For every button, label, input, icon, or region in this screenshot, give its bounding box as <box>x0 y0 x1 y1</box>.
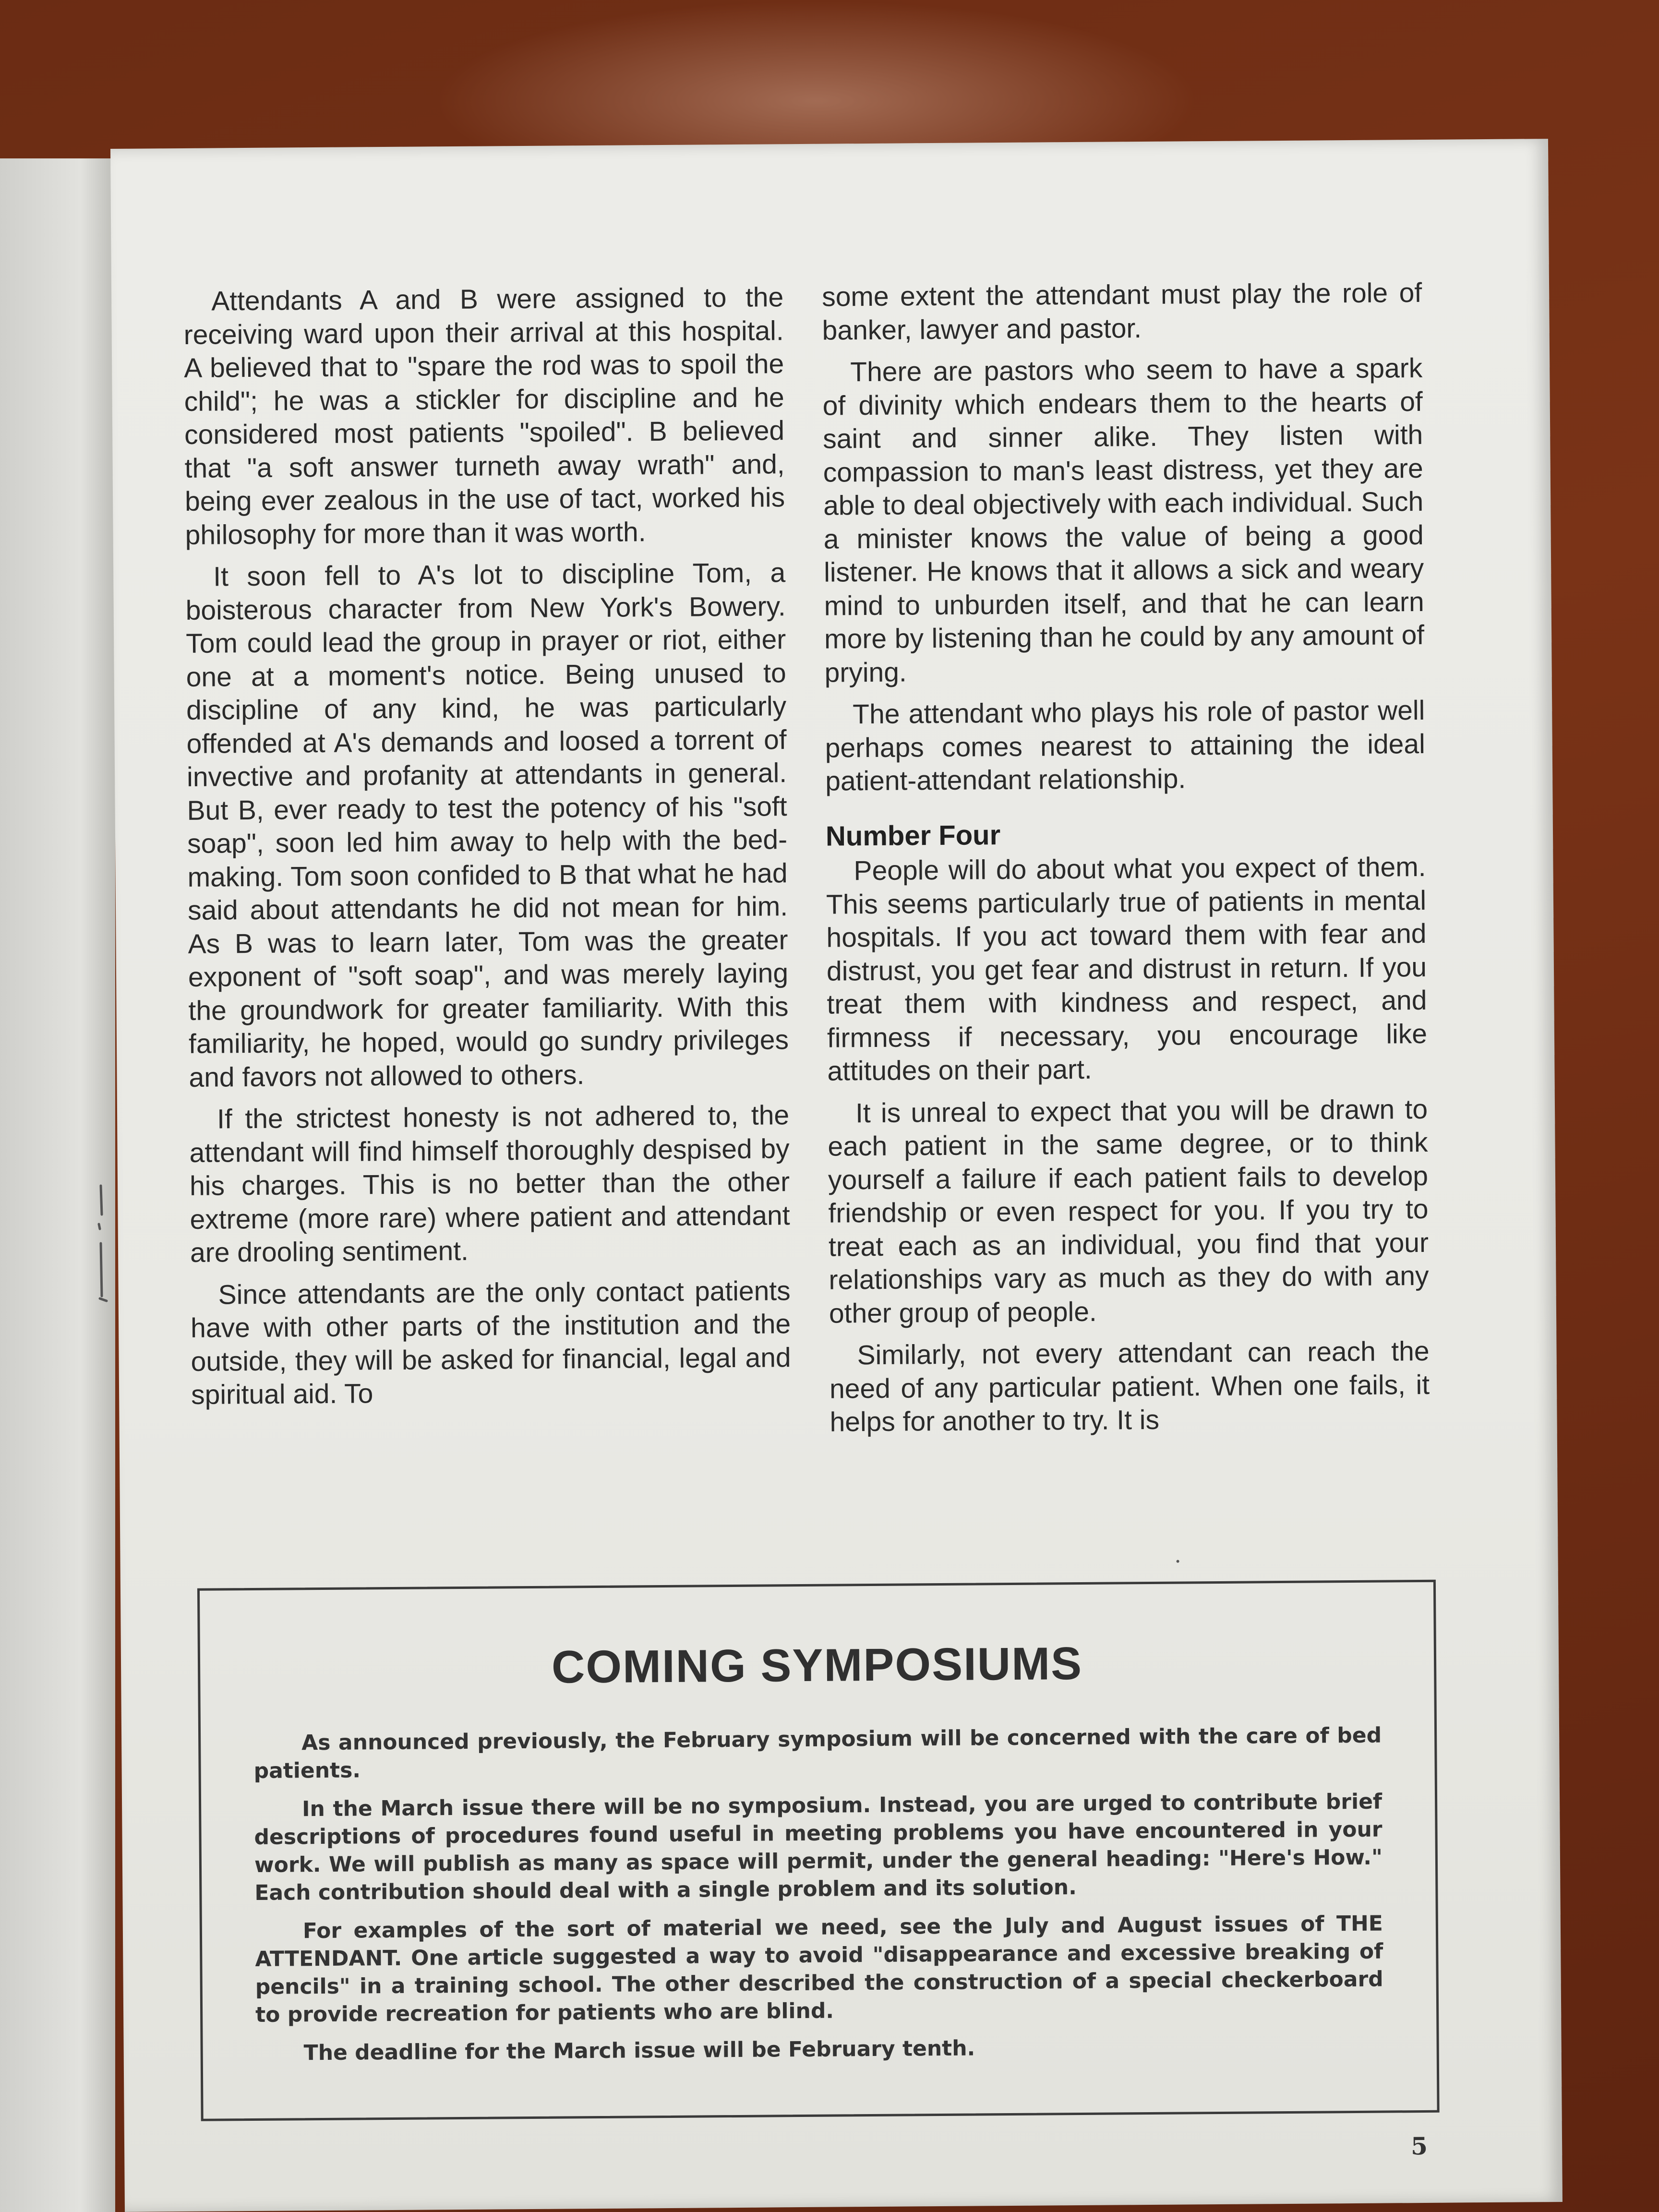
article-columns <box>183 276 1432 1716</box>
paragraph: People will do about what you expect of them. This seems particularly true of patients in mental hospitals. If you act toward them with fear and distrust, you get fear and distrust in return. If you treat them with kindness and respect, and firmness if necessary, you encourage like attitudes on their part. <box>826 851 1428 1087</box>
notice-paragraph: For examples of the sort of material we need, see the July and August issues of THE ATTENDANT. One article suggested a way to avoid "disappearance and excessive breaking of pencils" in a training school. The other described the construction of a special checkerboard to provide recreation for patients who are blind. <box>255 1911 1383 2027</box>
paragraph: The attendant who plays his role of pastor well perhaps comes nearest to attaining the ideal patient-attendant relationship. <box>825 695 1425 797</box>
paragraph: Since attendants are the only contact patients have with other parts of the institution and the outside, they will be asked for financial, legal and spiritual aid. To <box>190 1275 791 1410</box>
page-number: 5 <box>1410 2131 1428 2161</box>
symposium-notice-box <box>197 1580 1440 2121</box>
notice-paragraph: The deadline for the March issue will be February tenth. <box>303 2036 975 2066</box>
right-column <box>822 276 1432 1711</box>
notice-paragraph: As announced previously, the February symposium will be concerned with the care of bed patients. <box>253 1723 1382 1783</box>
magazine-page <box>110 139 1563 2212</box>
paragraph: It is unreal to expect that you will be drawn to each patient in the same degree, or to think yourself a failure if each patient fails to develop friendship or even respect for you. If you try to treat each as an individual, you find that your relationships vary as much as they do with any other group of people. <box>828 1094 1429 1329</box>
paragraph: If the strictest honesty is not adhered to, the attendant will find himself thoroughly despised by his charges. This is no better than the other extreme (more rare) where patient and attendant are drooling sentiment. <box>189 1100 790 1268</box>
facing-page-marks <box>94 1181 113 1306</box>
paragraph: It soon fell to A's lot to discipline Tom, a boisterous character from New York's Bowery. Tom could lead the group in prayer or riot, either one at a moment's notice. Being unused to discipline of any kind, he was particularly offended at A's demands and loosed a torrent of invective and profanity at attendants in general. But B, ever ready to test the potency of his "soft soap", soon led him away to help with the bed-making. Tom soon confided to B that what he had said about attendants he did not mean for him. As B was to learn later, Tom was the greater exponent of "soft soap", and was merely laying the groundwork for greater familiarity. With this familiarity, he hoped, would go sundry privileges and favors not allowed to others. <box>185 557 789 1093</box>
paragraph: Similarly, not every attendant can reach the need of any particular patient. When one fails, it helps for another to try. It is <box>829 1335 1430 1438</box>
left-column <box>183 281 793 1716</box>
notice-body <box>253 1722 1384 2078</box>
notice-title: COMING SYMPOSIUMS <box>551 1637 1083 1693</box>
notice-paragraph: In the March issue there will be no symposium. Instead, you are urged to contribute brief descriptions of procedures found useful in meeting problems you have encountered in your work. We will publish as many as space will permit, under the general heading: "Here's How." Each contribution should deal with a single problem and its solution. <box>254 1789 1383 1905</box>
paragraph: There are pastors who seem to have a spark of divinity which endears them to the hearts of saint and sinner alike. They listen with compassion to man's least distress, yet they are able to deal objectively with each individual. Such a minister knows the value of being a good listener. He knows that it allows a sick and weary mind to unburden itself, and that he can learn more by listening than he could by any amount of prying. <box>822 352 1425 688</box>
paragraph: Attendants A and B were assigned to the receiving ward upon their arrival at this hospital. A believed that to "spare the rod was to spoil the child"; he was a stickler for discipline and he considered most patients "spoiled". B believed that "a soft answer turneth away wrath" and, being ever zealous in the use of tact, worked his philosophy for more than it was worth. <box>183 282 785 551</box>
paragraph-continuation: some extent the attendant must play the role of banker, lawyer and pastor. <box>821 277 1422 346</box>
print-speck <box>1177 1560 1179 1563</box>
section-heading: Number Four <box>825 819 1001 852</box>
